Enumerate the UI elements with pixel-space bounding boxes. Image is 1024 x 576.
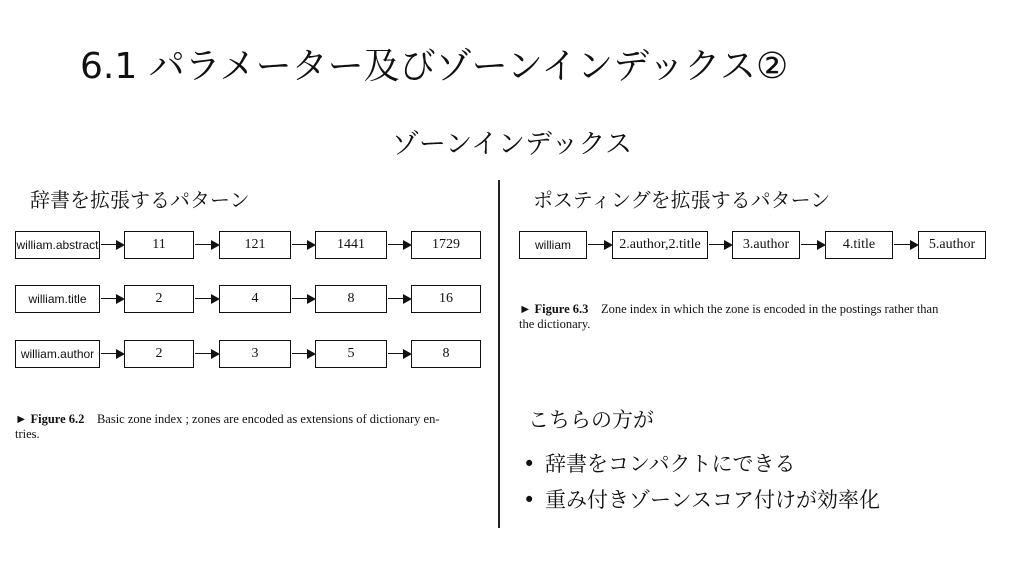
slide-subtitle: ゾーンインデックス (391, 129, 633, 160)
caption-marker: ► (15, 412, 28, 426)
dictionary-term: william (519, 231, 587, 259)
arrow (292, 240, 316, 250)
posting: 2.author,2.title (612, 231, 708, 259)
bullet-item (523, 448, 796, 478)
figure-6-2-caption (15, 412, 485, 442)
arrow (388, 349, 412, 359)
right-heading: ポスティングを拡張するパターン (533, 188, 831, 212)
posting: 121 (219, 231, 291, 259)
caption-marker: ► (519, 302, 532, 316)
arrow (388, 294, 412, 304)
dictionary-term: william.author (15, 340, 100, 368)
posting: 8 (411, 340, 481, 368)
bullet-text: 辞書をコンパクトにできる (545, 452, 796, 476)
arrow (101, 349, 125, 359)
caption-text-continued: the dictionary. (519, 317, 591, 331)
bullet-dot: • (523, 452, 536, 476)
arrow (195, 294, 220, 304)
arrow (894, 240, 919, 250)
arrow (801, 240, 826, 250)
arrow (709, 240, 733, 250)
arrow (195, 349, 220, 359)
posting: 5 (315, 340, 387, 368)
posting: 1441 (315, 231, 387, 259)
dictionary-term: william.title (15, 285, 100, 313)
dictionary-term: william.abstract (15, 231, 100, 259)
caption-text-continued: tries. (15, 427, 40, 441)
caption-figure-label: Figure 6.3 (534, 302, 589, 316)
slide-title: 6.1 パラメーター及びゾーンインデックス② (80, 46, 789, 87)
posting: 16 (411, 285, 481, 313)
posting: 3.author (732, 231, 800, 259)
caption-figure-label: Figure 6.2 (30, 412, 85, 426)
posting: 4 (219, 285, 291, 313)
posting: 8 (315, 285, 387, 313)
arrow (588, 240, 613, 250)
posting: 2 (124, 285, 194, 313)
column-divider (498, 180, 500, 528)
arrow (101, 294, 125, 304)
bullet-dot: • (523, 488, 536, 512)
left-heading: 辞書を拡張するパターン (30, 188, 250, 212)
posting: 4.title (825, 231, 893, 259)
posting: 5.author (918, 231, 986, 259)
caption-text: Basic zone index ; zones are encoded as extensions of dictionary en- (96, 412, 440, 426)
arrow (388, 240, 412, 250)
posting: 2 (124, 340, 194, 368)
figure-6-3-caption (519, 302, 999, 332)
posting: 11 (124, 231, 194, 259)
bullet-text: 重み付きゾーンスコア付けが効率化 (545, 488, 880, 512)
arrow (292, 349, 316, 359)
bullet-item (523, 484, 880, 514)
arrow (195, 240, 220, 250)
notes-intro: こちらの方が (528, 408, 654, 432)
arrow (101, 240, 125, 250)
caption-text: Zone index in which the zone is encoded in the postings rather than (600, 302, 939, 316)
posting: 1729 (411, 231, 481, 259)
arrow (292, 294, 316, 304)
posting: 3 (219, 340, 291, 368)
